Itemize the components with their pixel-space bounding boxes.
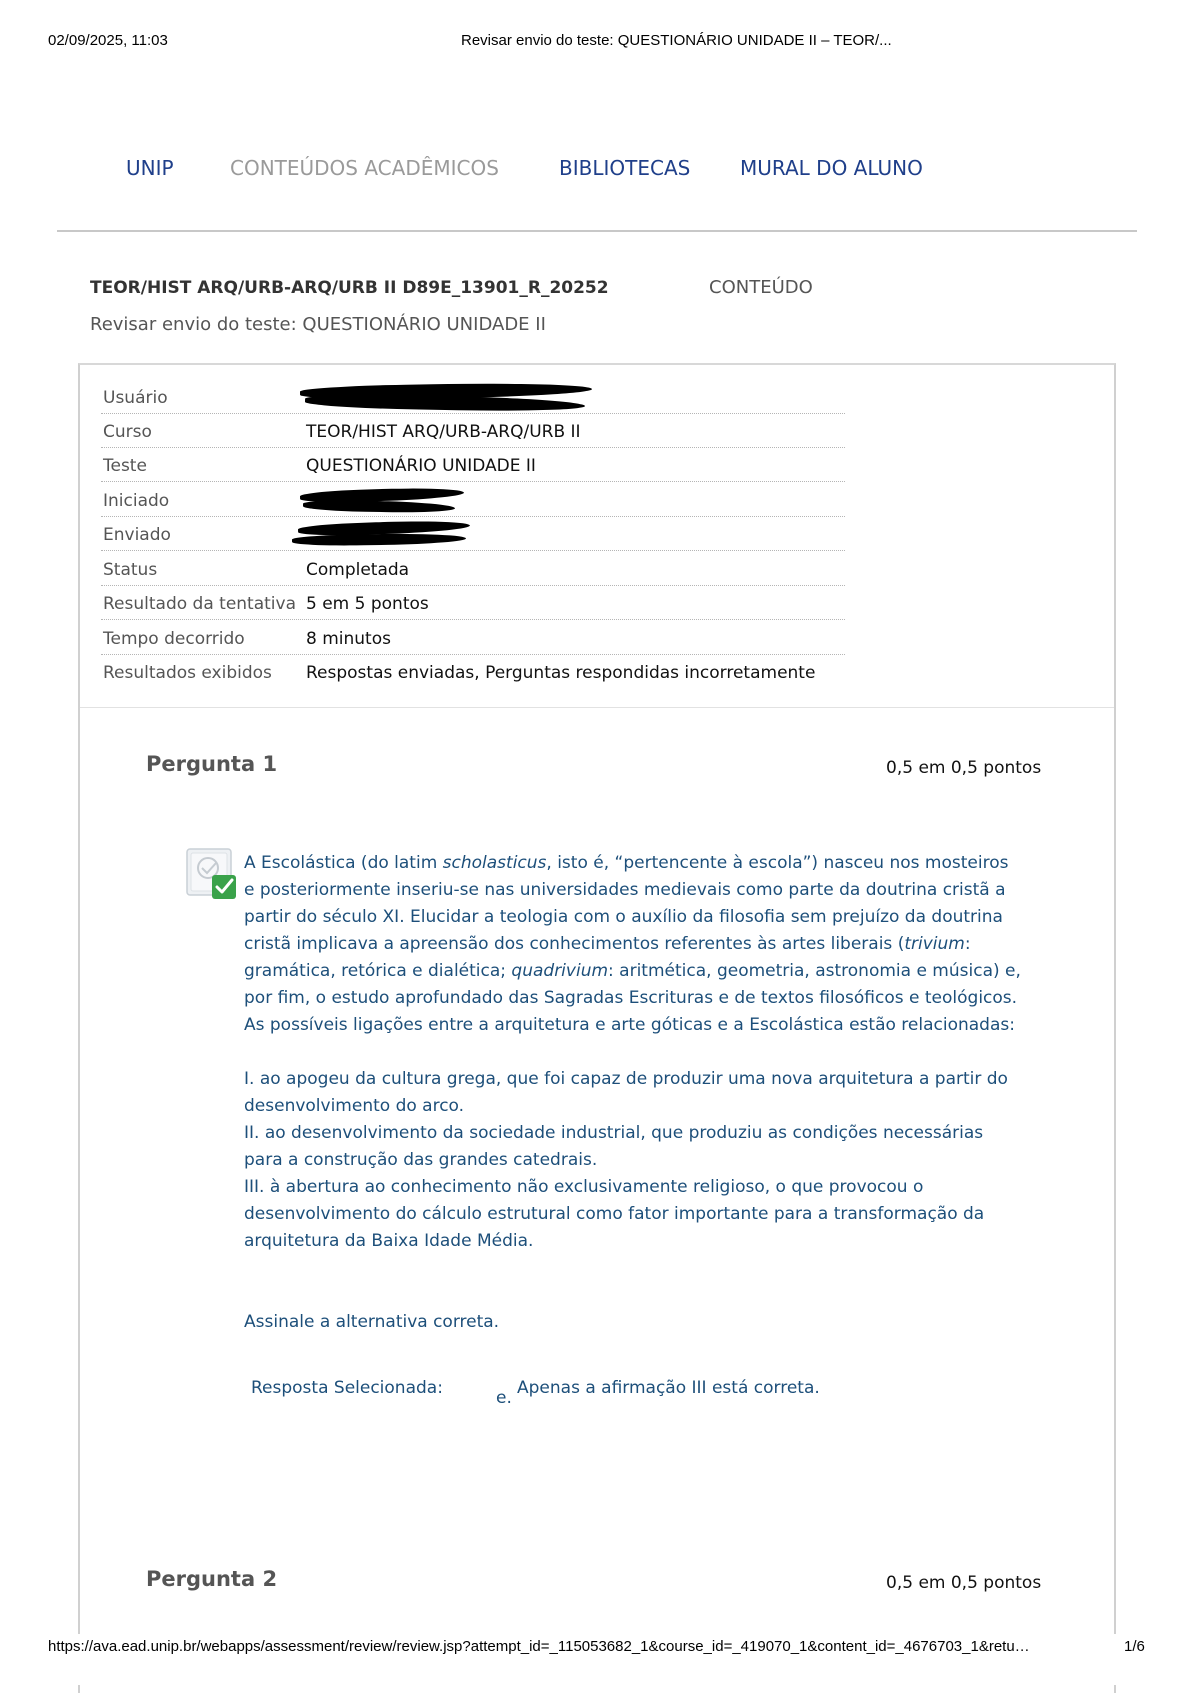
nav-divider — [57, 230, 1137, 232]
info-row-tempo — [101, 621, 845, 655]
question-title: Pergunta 2 — [146, 1567, 278, 1591]
info-row-iniciado — [101, 483, 845, 517]
question-prompt: Assinale a alternativa correta. — [244, 1312, 500, 1332]
info-value: Respostas enviadas, Perguntas respondidas incorretamente — [306, 663, 816, 683]
nav-item-mural-do-aluno[interactable]: MURAL DO ALUNO — [740, 156, 923, 180]
selected-answer-text: Apenas a afirmação III está correta. — [517, 1378, 820, 1398]
question-points: 0,5 em 0,5 pontos — [886, 758, 1042, 778]
info-label: Teste — [103, 456, 147, 476]
info-row-resultado — [101, 586, 845, 620]
info-label: Resultados exibidos — [103, 663, 272, 683]
info-value: 8 minutos — [306, 629, 391, 649]
info-value: TEOR/HIST ARQ/URB-ARQ/URB II — [306, 422, 581, 442]
statement-ii: II. ao desenvolvimento da sociedade industrial, que produziu as condições necessárias para a construção das grandes catedrais. — [244, 1123, 984, 1170]
correct-check-icon — [186, 848, 236, 900]
print-footer-page: 1/6 — [1124, 1638, 1145, 1655]
info-row-enviado — [101, 517, 845, 551]
info-value: QUESTIONÁRIO UNIDADE II — [306, 456, 536, 476]
info-row-resultados-exibidos — [101, 655, 845, 689]
info-label: Tempo decorrido — [103, 629, 245, 649]
print-page-title: Revisar envio do teste: QUESTIONÁRIO UNIDADE II – TEOR/... — [461, 32, 892, 49]
info-label: Enviado — [103, 525, 171, 545]
info-label: Usuário — [103, 388, 168, 408]
breadcrumb-course[interactable]: TEOR/HIST ARQ/URB-ARQ/URB II D89E_13901_R_20252 — [90, 278, 609, 298]
nav-item-conteudos-academicos[interactable]: CONTEÚDOS ACADÊMICOS — [230, 156, 499, 180]
question-points: 0,5 em 0,5 pontos — [886, 1573, 1042, 1593]
info-row-teste — [101, 448, 845, 482]
nav-item-bibliotecas[interactable]: BIBLIOTECAS — [559, 156, 691, 180]
statement-i: I. ao apogeu da cultura grega, que foi capaz de produzir uma nova arquitetura a partir do desenvolvimento do arco. — [244, 1069, 1008, 1116]
page-title: Revisar envio do teste: QUESTIONÁRIO UNIDADE II — [90, 314, 546, 335]
info-separator — [80, 707, 1114, 708]
statement-iii: III. à abertura ao conhecimento não exclusivamente religioso, o que provocou o desenvolvimento do cálculo estrutural como fator importante para a transformação da arquitetura da Baixa Idade Média. — [244, 1177, 985, 1251]
breadcrumb-section[interactable]: CONTEÚDO — [709, 277, 813, 298]
question-intro: A Escolástica (do latim scholasticus, isto é, “pertencente à escola”) nasceu nos mosteiros e posteriormente inseriu-se nas universidades medievais como parte da doutrina cristã a partir do século XI. Elucidar a teologia com o auxílio da filosofia sem prejuízo da doutrina cristã implicava a apreensão dos conhecimentos referentes às artes liberais (trivium: gramática, retórica e dialética; quadrivium: aritmética, geometria, astronomia e música) e, por fim, o estudo aprofundado das Sagradas Escrituras e de textos filosóficos e teológicos. As possíveis ligações entre a arquitetura e arte góticas e a Escolástica estão relacionadas: — [244, 853, 1021, 1035]
question-body — [244, 850, 1024, 1336]
info-label: Iniciado — [103, 491, 170, 511]
info-row-curso — [101, 414, 845, 448]
info-label: Curso — [103, 422, 152, 442]
info-label: Status — [103, 560, 158, 580]
nav-item-unip[interactable]: UNIP — [126, 156, 174, 180]
info-row-status — [101, 552, 845, 586]
selected-answer-label: Resposta Selecionada: — [251, 1378, 443, 1398]
info-value: Completada — [306, 560, 410, 580]
print-footer-url: https://ava.ead.unip.br/webapps/assessment/review/review.jsp?attempt_id=_115053682_1&course_id=_419070_1&content_id=_4676703_1&retu… — [48, 1638, 1030, 1655]
info-label: Resultado da tentativa — [103, 594, 297, 614]
question-title: Pergunta 1 — [146, 752, 278, 776]
print-datetime: 02/09/2025, 11:03 — [48, 32, 168, 49]
info-value: 5 em 5 pontos — [306, 594, 429, 614]
selected-answer-letter: e. — [496, 1388, 512, 1408]
